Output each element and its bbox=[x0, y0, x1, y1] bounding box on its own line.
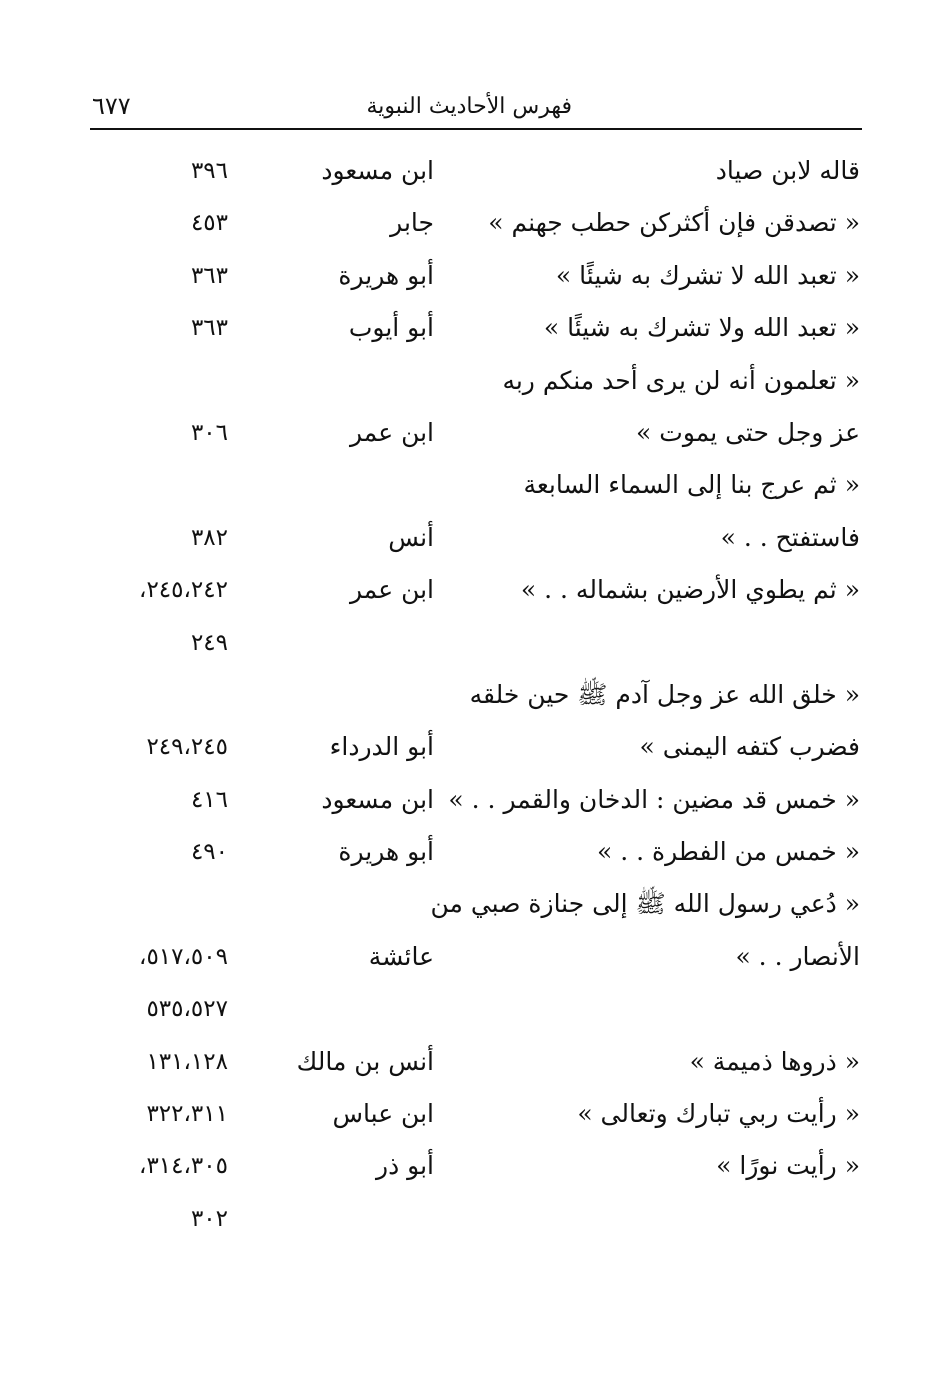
narrator: عائشة bbox=[368, 941, 434, 971]
page-refs: ٥١٧،٥٠٩، bbox=[139, 943, 228, 970]
narrator: ابن عمر bbox=[349, 417, 434, 447]
page-refs: ٢٤٩ bbox=[190, 629, 228, 656]
list-item bbox=[0, 721, 942, 773]
list-item bbox=[0, 1036, 942, 1088]
list-item bbox=[0, 355, 942, 407]
list-item bbox=[0, 250, 942, 302]
narrator: أبو هريرة bbox=[338, 837, 434, 867]
list-item bbox=[0, 669, 942, 721]
list-item bbox=[0, 1140, 942, 1192]
page-number: ٦٧٧ bbox=[92, 92, 131, 120]
page-refs: ٥٣٥،٥٢٧ bbox=[146, 996, 228, 1023]
list-item bbox=[0, 826, 942, 878]
narrator: ابن عمر bbox=[349, 575, 434, 605]
hadith-text: « تعبد الله ولا تشرك به شيئًا » bbox=[543, 313, 860, 343]
page-refs: ٤٩٠ bbox=[190, 839, 228, 866]
hadith-text: قاله لابن صياد bbox=[715, 156, 860, 185]
list-item bbox=[0, 983, 942, 1035]
hadith-text: « دُعي رسول الله ﷺ إلى جنازة صبي من bbox=[430, 889, 860, 919]
narrator: ابن عباس bbox=[332, 1099, 434, 1129]
list-item bbox=[0, 145, 942, 197]
page-refs: ٣٨٢ bbox=[190, 524, 228, 551]
narrator: أبو الدرداء bbox=[329, 732, 434, 762]
page-refs: ٣٦٣ bbox=[190, 315, 228, 342]
page-refs: ٣٠٢ bbox=[190, 1205, 228, 1232]
page-refs: ٣٦٣ bbox=[190, 262, 228, 289]
hadith-text: « رأيت ربي تبارك وتعالى » bbox=[577, 1099, 860, 1129]
list-item bbox=[0, 878, 942, 930]
hadith-text: عز وجل حتى يموت » bbox=[636, 417, 860, 447]
page-refs: ٣٩٦ bbox=[190, 158, 228, 184]
list-item bbox=[0, 512, 942, 564]
hadith-index-list bbox=[0, 145, 942, 1245]
narrator: أبو ذر bbox=[376, 1151, 434, 1181]
list-item bbox=[0, 197, 942, 249]
hadith-text: الأنصار . . » bbox=[735, 941, 860, 971]
page-refs: ٢٤٩،٢٤٥ bbox=[146, 734, 228, 761]
narrator: أنس بن مالك bbox=[296, 1046, 434, 1076]
list-item bbox=[0, 617, 942, 669]
hadith-text: « ذروها ذميمة » bbox=[689, 1046, 860, 1076]
hadith-text: « تصدقن فإن أكثركن حطب جهنم » bbox=[488, 208, 860, 238]
list-item bbox=[0, 302, 942, 354]
list-item bbox=[0, 564, 942, 616]
page-refs: ٢٤٥،٢٤٢، bbox=[139, 577, 228, 604]
narrator: ابن مسعود bbox=[321, 156, 434, 185]
running-header bbox=[90, 88, 862, 130]
list-item bbox=[0, 1088, 942, 1140]
narrator: ابن مسعود bbox=[321, 784, 434, 814]
page-refs: ٤٥٣ bbox=[190, 210, 228, 237]
hadith-text: فاستفتح . . » bbox=[720, 522, 860, 552]
list-item bbox=[0, 1193, 942, 1245]
hadith-text: « ثم عرج بنا إلى السماء السابعة bbox=[523, 470, 860, 500]
list-item bbox=[0, 931, 942, 983]
list-item bbox=[0, 407, 942, 459]
narrator: جابر bbox=[390, 208, 434, 238]
hadith-text: « تعلمون أنه لن يرى أحد منكم ربه bbox=[502, 365, 860, 395]
hadith-text: « تعبد الله لا تشرك به شيئًا » bbox=[555, 260, 860, 290]
narrator: أنس bbox=[388, 522, 434, 552]
hadith-text: « خمس قد مضين : الدخان والقمر . . » bbox=[448, 784, 860, 814]
list-item bbox=[0, 459, 942, 511]
hadith-text: « ثم يطوي الأرضين بشماله . . » bbox=[520, 575, 860, 605]
list-item bbox=[0, 774, 942, 826]
page-refs: ٣٠٦ bbox=[190, 419, 228, 446]
hadith-text: « خمس من الفطرة . . » bbox=[597, 837, 860, 867]
page-refs: ١٣١،١٢٨ bbox=[146, 1048, 228, 1075]
hadith-text: « خلق الله عز وجل آدم ﷺ حين خلقه bbox=[469, 679, 860, 709]
narrator: أبو أيوب bbox=[348, 313, 434, 343]
page-refs: ٣٢٢،٣١١ bbox=[146, 1101, 228, 1128]
narrator: أبو هريرة bbox=[338, 260, 434, 290]
hadith-text: فضرب كتفه اليمنى » bbox=[639, 732, 860, 762]
page-refs: ٣١٤،٣٠٥، bbox=[139, 1153, 228, 1180]
page-refs: ٤١٦ bbox=[190, 786, 228, 813]
hadith-text: « رأيت نورًا » bbox=[716, 1151, 860, 1181]
page-title: فهرس الأحاديث النبوية bbox=[366, 94, 572, 119]
